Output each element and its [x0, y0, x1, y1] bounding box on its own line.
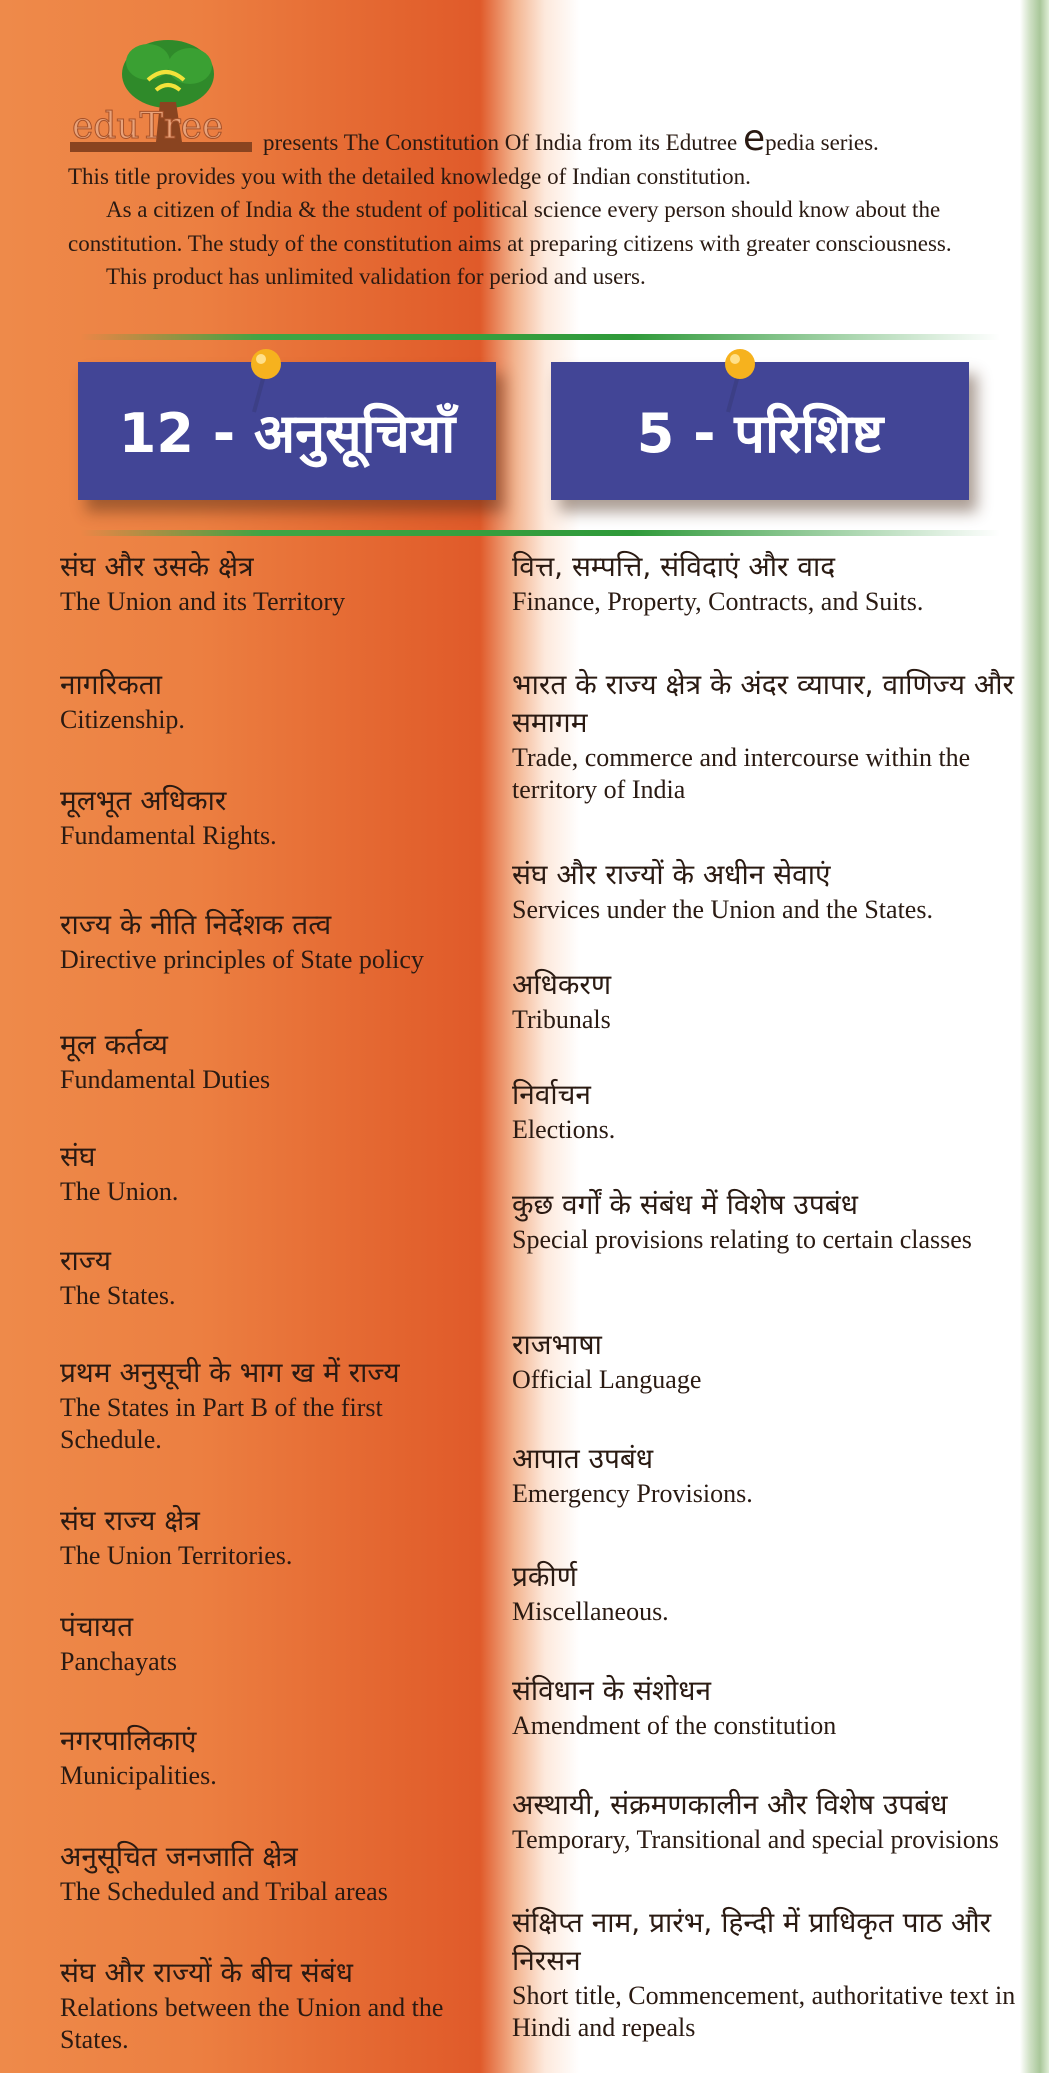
- appendix-hindi: वित्त, सम्पत्ति, संविदाएं और वाद: [512, 550, 836, 583]
- appendix-hindi: संविधान के संशोधन: [512, 1674, 712, 1707]
- list-item: [512, 1076, 1032, 1146]
- schedule-english: The States in Part B of the first Schedule.: [60, 1393, 383, 1454]
- list-item: [60, 1026, 480, 1096]
- list-item: [60, 666, 480, 736]
- list-item: [512, 1440, 1032, 1510]
- list-item: [60, 1138, 480, 1208]
- pushpin-icon: [720, 340, 760, 420]
- appendix-english: Elections.: [512, 1115, 616, 1144]
- appendices-banner: [551, 362, 969, 500]
- schedule-hindi: मूल कर्तव्य: [60, 1028, 168, 1061]
- list-item: [60, 1242, 480, 1312]
- schedule-hindi: संघ राज्य क्षेत्र: [60, 1504, 200, 1537]
- intro-line-2: This title provides you with the detailed knowledge of Indian constitution.: [68, 163, 751, 189]
- appendix-hindi: अधिकरण: [512, 968, 612, 1001]
- list-item: [60, 1954, 480, 2056]
- schedule-english: Municipalities.: [60, 1761, 217, 1790]
- schedule-english: Citizenship.: [60, 705, 185, 734]
- list-item: [60, 906, 480, 976]
- schedule-hindi: प्रथम अनुसूची के भाग ख में राज्य: [60, 1356, 400, 1389]
- list-item: [60, 1502, 480, 1572]
- list-item: [512, 1904, 1032, 2044]
- list-item: [512, 1326, 1032, 1396]
- schedule-hindi: नागरिकता: [60, 668, 162, 701]
- list-item: [60, 1354, 480, 1456]
- list-item: [512, 856, 1032, 926]
- list-item: [60, 548, 480, 618]
- schedule-english: Panchayats: [60, 1647, 177, 1676]
- schedule-english: Fundamental Duties: [60, 1065, 271, 1094]
- schedule-hindi: पंचायत: [60, 1610, 134, 1643]
- schedule-hindi: संघ: [60, 1140, 96, 1173]
- appendix-hindi: संक्षिप्त नाम, प्रारंभ, हिन्दी में प्राधिकृत पाठ और निरसन: [512, 1906, 992, 1977]
- intro-paragraph-2: As a citizen of India & the student of political science every person should know about the constitution. The study of the constitution aims at preparing citizens with greater consciousness.: [68, 197, 952, 256]
- schedule-english: The Union and its Territory: [60, 587, 346, 616]
- schedule-english: Directive principles of State policy: [60, 945, 424, 974]
- appendix-english: Short title, Commencement, authoritative text in Hindi and repeals: [512, 1981, 1016, 2042]
- schedules-banner-label: 12 - अनुसूचियाँ: [118, 402, 456, 465]
- list-item: [512, 966, 1032, 1036]
- schedule-english: The Scheduled and Tribal areas: [60, 1877, 388, 1906]
- appendix-hindi: निर्वाचन: [512, 1078, 591, 1111]
- list-item: [512, 666, 1032, 806]
- appendix-hindi: भारत के राज्य क्षेत्र के अंदर व्यापार, वाणिज्य और समागम: [512, 668, 1015, 739]
- schedule-hindi: राज्य: [60, 1244, 111, 1277]
- appendix-english: Amendment of the constitution: [512, 1711, 837, 1740]
- appendix-hindi: राजभाषा: [512, 1328, 602, 1361]
- appendix-english: Services under the Union and the States.: [512, 895, 933, 924]
- list-item: [60, 782, 480, 852]
- schedule-hindi: मूलभूत अधिकार: [60, 784, 227, 817]
- intro-presents: presents The Constitution Of India from its Edutree: [263, 130, 738, 155]
- list-item: [512, 1558, 1032, 1628]
- appendix-english: Trade, commerce and intercourse within the territory of India: [512, 743, 971, 804]
- schedule-english: The Union Territories.: [60, 1541, 293, 1570]
- schedule-english: Fundamental Rights.: [60, 821, 277, 850]
- appendix-hindi: अस्थायी, संक्रमणकालीन और विशेष उपबंध: [512, 1788, 948, 1821]
- schedule-hindi: राज्य के नीति निर्देशक तत्व: [60, 908, 332, 941]
- appendix-hindi: संघ और राज्यों के अधीन सेवाएं: [512, 858, 831, 891]
- schedule-hindi: संघ और उसके क्षेत्र: [60, 550, 254, 583]
- appendix-hindi: आपात उपबंध: [512, 1442, 654, 1475]
- schedule-english: Relations between the Union and the States.: [60, 1993, 444, 2054]
- schedule-hindi: नगरपालिकाएं: [60, 1724, 197, 1757]
- appendix-english: Special provisions relating to certain classes: [512, 1225, 972, 1254]
- appendix-english: Finance, Property, Contracts, and Suits.: [512, 587, 924, 616]
- pushpin-icon: [246, 340, 286, 420]
- appendix-hindi: कुछ वर्गों के संबंध में विशेष उपबंध: [512, 1188, 859, 1221]
- appendix-english: Emergency Provisions.: [512, 1479, 753, 1508]
- appendix-english: Miscellaneous.: [512, 1597, 669, 1626]
- list-item: [60, 1838, 480, 1908]
- schedule-english: The Union.: [60, 1177, 179, 1206]
- green-divider-bottom: [80, 530, 1000, 536]
- list-item: [512, 1186, 1032, 1256]
- list-item: [512, 1672, 1032, 1742]
- appendix-english: Official Language: [512, 1365, 702, 1394]
- appendix-english: Temporary, Transitional and special provisions: [512, 1825, 999, 1854]
- schedule-english: The States.: [60, 1281, 176, 1310]
- appendix-hindi: प्रकीर्ण: [512, 1560, 577, 1593]
- schedules-banner: [78, 362, 496, 500]
- intro-text: [68, 118, 968, 294]
- appendices-banner-label: 5 - परिशिष्ट: [636, 402, 884, 465]
- list-item: [60, 1722, 480, 1792]
- list-item: [512, 548, 1032, 618]
- svg-text:eduTree: eduTree: [72, 106, 224, 147]
- green-divider-top: [80, 334, 1000, 340]
- appendix-english: Tribunals: [512, 1005, 611, 1034]
- intro-line-1: [68, 118, 968, 160]
- list-item: [60, 1608, 480, 1678]
- intro-series: pedia series.: [765, 130, 879, 155]
- schedule-hindi: अनुसूचित जनजाति क्षेत्र: [60, 1840, 298, 1873]
- intro-paragraph-3: This product has unlimited validation for period and users.: [106, 264, 646, 289]
- list-item: [512, 1786, 1032, 1856]
- schedule-hindi: संघ और राज्यों के बीच संबंध: [60, 1956, 353, 1989]
- epedia-e-glyph: e: [742, 118, 766, 159]
